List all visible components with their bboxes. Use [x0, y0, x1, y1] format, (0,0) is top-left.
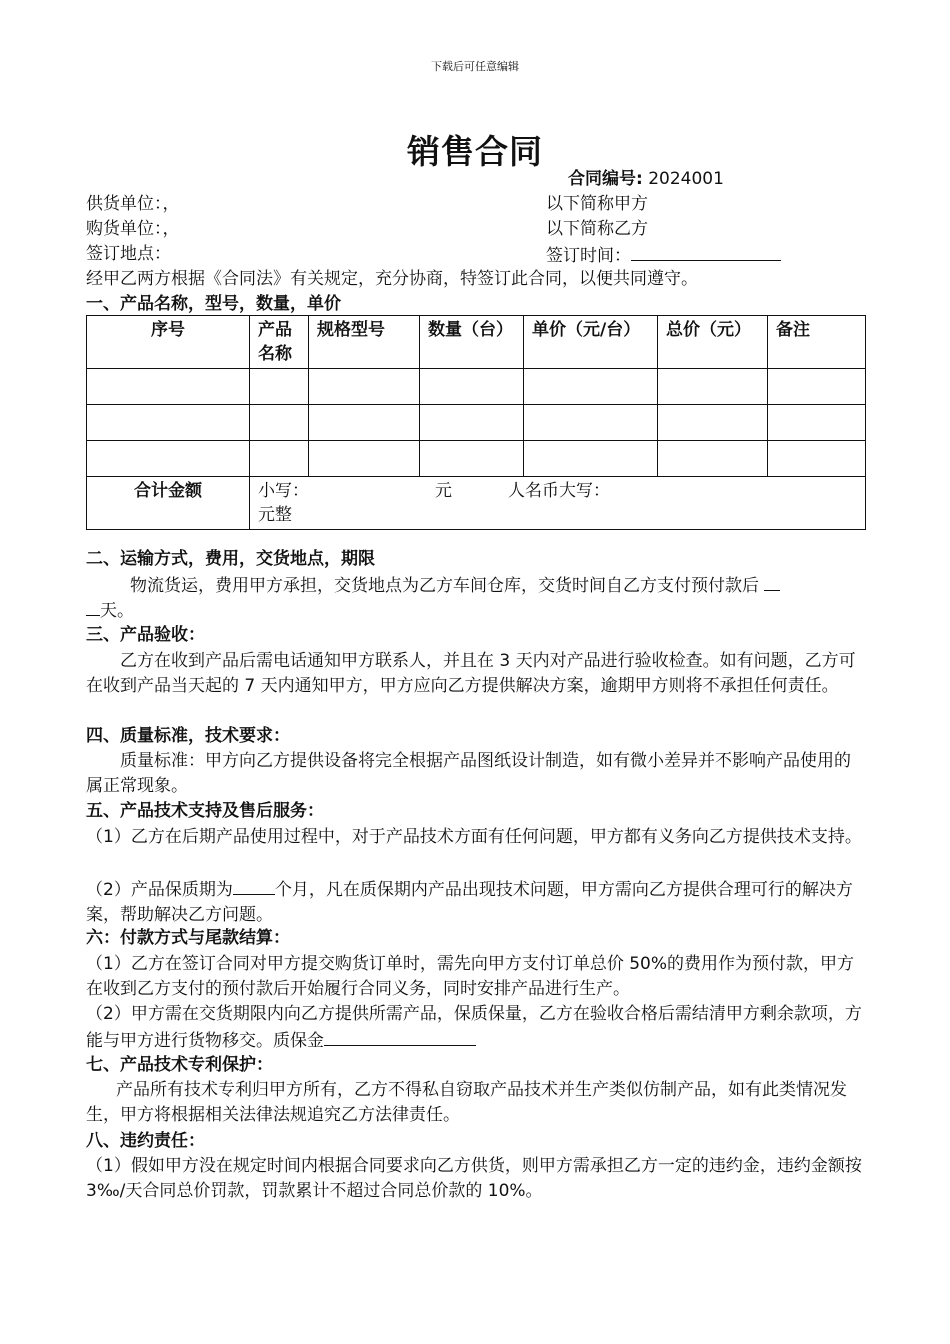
total-yuan-label: 元 [435, 481, 452, 501]
col-header: 总价（元） [658, 316, 768, 369]
section2-body-a: 物流货运，费用甲方承担，交货地点为乙方车间仓库，交货时间自乙方支付预付款后 [130, 576, 759, 596]
table-row [87, 441, 866, 477]
table-cell[interactable] [768, 441, 866, 477]
table-cell[interactable] [524, 441, 658, 477]
contract-number-value: 2024001 [648, 169, 724, 189]
table-cell[interactable] [658, 369, 768, 405]
contract-number-label: 合同编号: [568, 169, 643, 189]
section2-body-b: 天。 [100, 601, 134, 621]
section2-body-b-line [86, 597, 134, 623]
signing-time [546, 242, 781, 268]
section3-title: 三、产品验收： [86, 625, 205, 645]
table-cell[interactable] [87, 441, 250, 477]
delivery-days-blank-tail [86, 597, 100, 616]
table-cell[interactable] [524, 405, 658, 441]
table-cell[interactable] [250, 405, 309, 441]
table-cell[interactable] [87, 369, 250, 405]
table-cell[interactable] [250, 441, 309, 477]
supplier-line: 供货单位：， [86, 194, 180, 214]
section5-item2-b: 个月，凡在质保期内产品出现技术问题，甲方需向乙方提供合理可行的解决方案，帮助解决乙方问题。 [86, 880, 853, 925]
signing-place: 签订地点： [86, 244, 171, 264]
table-header-row [87, 316, 866, 369]
warranty-months-blank[interactable] [233, 876, 275, 895]
intro-text: 经甲乙两方根据《合同法》有关规定，充分协商，特签订此合同，以便共同遵守。 [86, 269, 698, 289]
section2-title: 二、运输方式，费用，交货地点，期限 [86, 549, 375, 569]
col-header: 数量（台） [420, 316, 524, 369]
section7-body: 产品所有技术专利归甲方所有，乙方不得私自窃取产品技术并生产类似仿制产品，如有此类情况发生，甲方将根据相关法律法规追究乙方法律责任。 [86, 1080, 847, 1125]
product-table [86, 315, 866, 530]
section5-title: 五、产品技术支持及售后服务： [86, 801, 324, 821]
table-cell[interactable] [87, 405, 250, 441]
section8-item1: （1）假如甲方没在规定时间内根据合同要求向乙方供货，则甲方需承担乙方一定的违约金，违约金额按 3‰/天合同总价罚款，罚款累计不超过合同总价款的 10%。 [86, 1156, 862, 1201]
header-note: 下载后可任意编辑 [431, 60, 519, 73]
table-cell[interactable] [768, 405, 866, 441]
col-header: 单价（元/台） [524, 316, 658, 369]
section6-item2-text: （2）甲方需在交货期限内向乙方提供所需产品，保质保量，乙方在验收合格后需结清甲方剩余款项，方能与甲方进行货物移交。质保金 [86, 1004, 862, 1051]
section6-title: 六：付款方式与尾款结算： [86, 928, 290, 948]
buyer-alias: 以下简称乙方 [546, 219, 648, 239]
table-cell[interactable] [309, 405, 420, 441]
table-cell[interactable] [309, 369, 420, 405]
warranty-deposit-blank[interactable] [324, 1027, 476, 1046]
table-row [87, 405, 866, 441]
col-header: 产品名称 [250, 316, 309, 369]
section7-title: 七、产品技术专利保护： [86, 1055, 273, 1075]
table-cell[interactable] [250, 369, 309, 405]
buyer-line: 购货单位：， [86, 219, 180, 239]
table-cell[interactable] [768, 369, 866, 405]
table-cell[interactable] [309, 441, 420, 477]
signing-time-label: 签订时间： [546, 246, 631, 266]
col-header: 规格型号 [309, 316, 420, 369]
supplier-alias: 以下简称甲方 [546, 194, 648, 214]
delivery-days-blank[interactable] [764, 572, 780, 591]
section5-item1: （1）乙方在后期产品使用过程中，对于产品技术方面有任何问题，甲方都有义务向乙方提供技术支持。 [86, 827, 862, 847]
section6-item2 [86, 1002, 866, 1053]
table-row [87, 369, 866, 405]
table-cell[interactable] [420, 441, 524, 477]
section4-body: 质量标准：甲方向乙方提供设备将完全根据产品图纸设计制造，如有微小差异并不影响产品使用的属正常现象。 [86, 751, 851, 796]
col-header: 序号 [87, 316, 250, 369]
section5-item2 [86, 876, 866, 927]
signing-time-blank[interactable] [631, 242, 781, 261]
section6-item1: （1）乙方在签订合同对甲方提交购货订单时，需先向甲方支付订单总价 50%的费用作为预付款，甲方在收到乙方支付的预付款后开始履行合同义务，同时安排产品进行生产。 [86, 954, 855, 999]
total-small-label: 小写： [258, 481, 309, 501]
section1-title: 一、产品名称，型号，数量，单价 [86, 294, 341, 314]
section3-body: 乙方在收到产品后需电话通知甲方联系人，并且在 3 天内对产品进行验收检查。如有问题，乙方可在收到产品当天起的 7 天内通知甲方，甲方应向乙方提供解决方案，逾期甲方则将不承担任何责任。 [86, 651, 856, 696]
total-big-label: 人名币大写： [508, 481, 610, 501]
table-total-row [87, 477, 866, 530]
table-cell[interactable] [420, 405, 524, 441]
table-cell[interactable] [420, 369, 524, 405]
table-cell[interactable] [524, 369, 658, 405]
contract-number [568, 167, 724, 191]
table-cell[interactable] [658, 405, 768, 441]
section8-title: 八、违约责任： [86, 1131, 205, 1151]
col-header: 备注 [768, 316, 866, 369]
section2-body [86, 572, 866, 623]
page-title: 销售合同 [407, 132, 543, 171]
total-amount-cell[interactable] [250, 477, 866, 530]
total-label: 合计金额 [87, 477, 250, 530]
table-cell[interactable] [658, 441, 768, 477]
total-end-label: 元整 [258, 505, 292, 525]
section4-title: 四、质量标准，技术要求： [86, 726, 290, 746]
section5-item2-a: （2）产品保质期为 [86, 880, 233, 900]
